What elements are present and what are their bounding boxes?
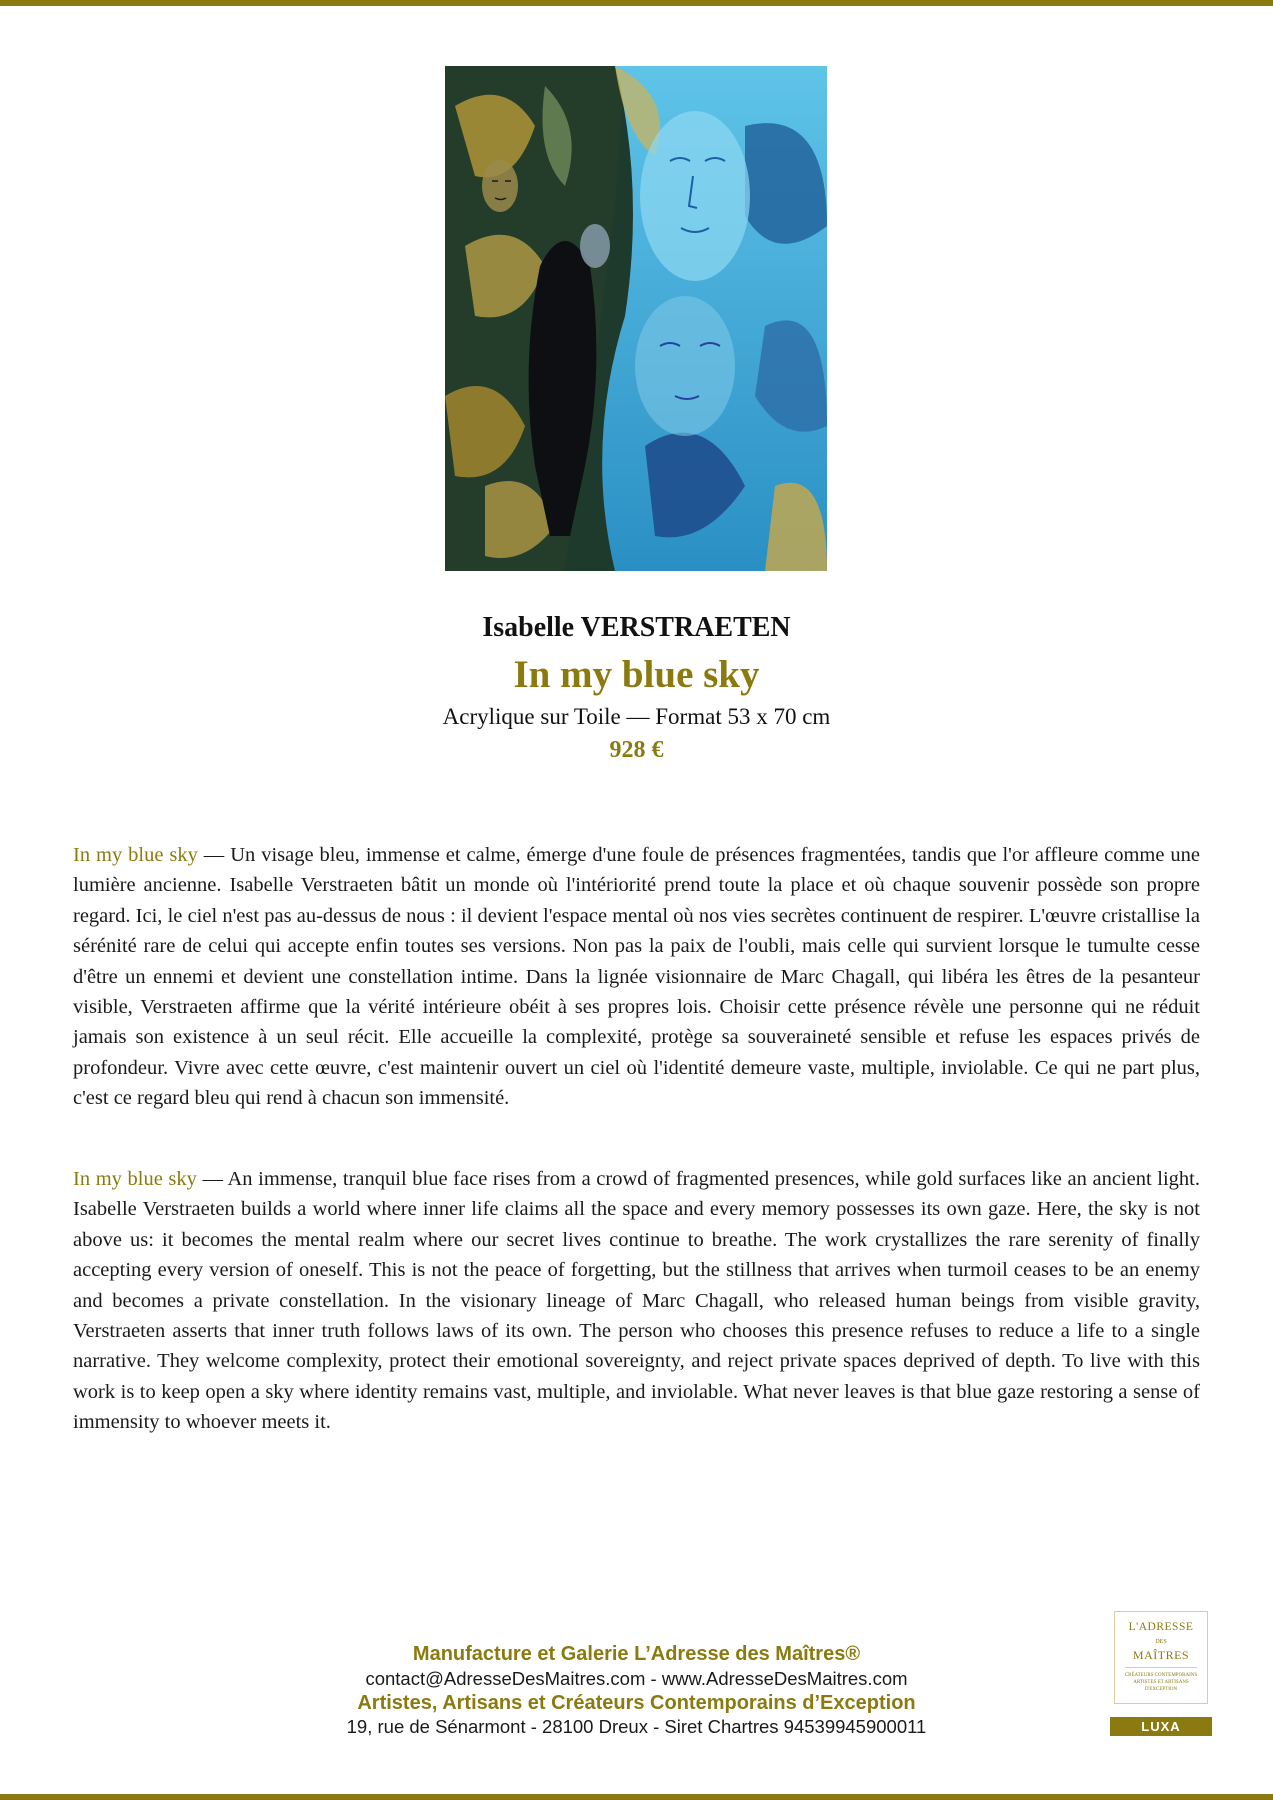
bottom-border — [0, 1794, 1273, 1800]
artwork-medium: Acrylique sur Toile — Format 53 x 70 cm — [442, 704, 831, 729]
description-french-text: — Un visage bleu, immense et calme, émerge d'une foule de présences fragmentées, tandis que l'or affleure comme une lumière ancienne. Isabelle Verstraeten bâtit un monde où l'intériorité prend toute la place et où chaque souvenir possède son propre regard. Ici, le ciel n'est pas au-dessus de nous : il devient l'espace mental où nos vies secrètes continuent de respirer. L'œuvre cristallise la sérénité rare de celui qui accepte enfin toutes ses versions. Non pas la paix de l'oubli, mais celle qui survient lorsque le tumulte cesse d'être un ennemi et devient une constellation intime. Dans la lignée visionnaire de Marc Chagall, qui libéra les êtres de la pesanteur visible, Verstraeten affirme que la vérité intérieure obéit à ses propres lois. Choisir cette présence révèle une personne qui ne réduit jamais son existence à un seul récit. Elle accueille la complexité, protège sa souveraineté sensible et refuse les espaces privés de profondeur. Vivre avec cette œuvre, c'est maintenir ouvert un ciel où l'identité demeure vaste, multiple, inviolable. Ce qui ne part plus, c'est ce regard bleu qui rend à chacun son immensité. — [73, 844, 1201, 1110]
painting-illustration — [445, 66, 827, 571]
footer-tagline: Artistes, Artisans et Créateurs Contemporains d’Exception — [357, 1692, 916, 1714]
top-border — [0, 0, 1273, 6]
description-french — [73, 840, 1200, 1114]
logo-line-1: L'ADRESSE — [1128, 1621, 1194, 1633]
description-english — [73, 1164, 1200, 1438]
logo-line-4: CRÉATEURS CONTEMPORAINS ARTISTES ET ARTISANS D'EXCEPTION — [1124, 1673, 1198, 1692]
artwork-image — [445, 66, 827, 571]
artwork-price: 928 € — [609, 737, 664, 763]
artwork-title: In my blue sky — [513, 653, 760, 696]
luxa-badge: LUXA — [1110, 1717, 1212, 1736]
logo-line-2: DES — [1155, 1639, 1167, 1645]
footer-address: 19, rue de Sénarmont - 28100 Dreux - Siret Chartres 94539945900011 — [346, 1716, 927, 1737]
description-english-lead: In my blue sky — [73, 1168, 197, 1190]
description-french-lead: In my blue sky — [73, 844, 198, 866]
footer-contact: contact@AdresseDesMaitres.com - www.AdresseDesMaitres.com — [365, 1668, 908, 1689]
logo-line-3: MAÎTRES — [1132, 1648, 1190, 1662]
gallery-logo — [1114, 1611, 1208, 1704]
description-english-text: — An immense, tranquil blue face rises from a crowd of fragmented presences, while gold surfaces like an ancient light. Isabelle Verstraeten builds a world where inner life claims all the space and every memory possesses its own gaze. Here, the sky is not above us: it becomes the mental realm where our secret lives continue to breathe. The work crystallizes the rare serenity of finally accepting every version of oneself. This is not the peace of forgetting, but the stillness that arrives when turmoil ceases to be an enemy and becomes a private constellation. In the visionary lineage of Marc Chagall, who released human beings from visible gravity, Verstraeten asserts that inner truth follows laws of its own. The person who chooses this presence refuses to reduce a life to a single narrative. They welcome complexity, protect their emotional sovereignty, and reject private spaces deprived of depth. To live with this work is to keep open a sky where identity remains vast, multiple, and inviolable. What never leaves is that blue gaze restoring a sense of immensity to whoever meets it. — [73, 1168, 1200, 1434]
footer-gallery-name: Manufacture et Galerie L’Adresse des Maîtres® — [412, 1643, 861, 1665]
logo-divider — [1125, 1667, 1197, 1668]
artist-name: Isabelle VERSTRAETEN — [482, 612, 791, 643]
